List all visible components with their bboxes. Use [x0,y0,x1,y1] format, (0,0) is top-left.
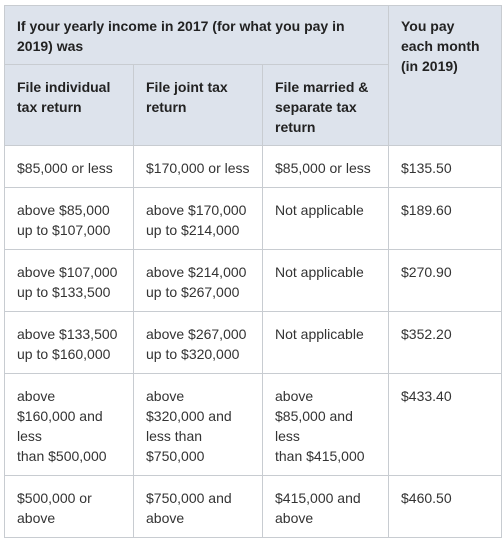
income-header [5,6,389,65]
table-row [5,374,502,476]
table-row [5,476,502,538]
cell-line: above $170,000 [146,202,247,218]
joint-cell [134,250,263,312]
individual-cell [5,476,134,538]
joint-cell [134,146,263,188]
separate-cell [263,146,389,188]
separate-return-header [263,65,389,146]
separate-cell [263,250,389,312]
cell-line: $500,000 or [17,490,92,506]
cell-line: $433.40 [401,388,452,404]
cell-line: above [275,388,314,404]
separate-cell [263,188,389,250]
header-line: File joint tax [146,79,228,95]
cell-line: Not applicable [275,264,364,280]
individual-return-header [5,65,134,146]
cell-line: above [146,388,185,404]
individual-cell [5,146,134,188]
payment-cell [389,188,502,250]
cell-line: less than [146,428,203,444]
cell-line: up to $214,000 [146,222,240,238]
cell-line: $160,000 and [17,408,103,424]
cell-line: $460.50 [401,490,452,506]
table-row [5,146,502,188]
cell-line: $750,000 and [146,490,232,506]
cell-line: up to $107,000 [17,222,111,238]
payment-cell [389,250,502,312]
table-row [5,250,502,312]
income-header-line: 2019) was [17,38,84,54]
cell-line: than $500,000 [17,448,107,464]
separate-cell [263,312,389,374]
payment-cell [389,476,502,538]
cell-line: above [17,510,56,526]
header-line: return [146,99,187,115]
payment-cell [389,312,502,374]
income-header-line: If your yearly income in 2017 (for what you pay in [17,18,345,34]
cell-line: $170,000 or less [146,160,250,176]
header-line: separate tax [275,99,357,115]
header-line: tax return [17,99,82,115]
cell-line: above $214,000 [146,264,247,280]
cell-line: up to $320,000 [146,346,240,362]
cell-line: up to $160,000 [17,346,111,362]
payment-cell [389,374,502,476]
cell-line: $320,000 and [146,408,232,424]
header-line: File individual [17,79,111,95]
cell-line: $189.60 [401,202,452,218]
cell-line: $135.50 [401,160,452,176]
cell-line: $85,000 or less [275,160,371,176]
payment-header [389,6,502,146]
cell-line: above $107,000 [17,264,118,280]
header-line: File married & [275,79,369,95]
joint-cell [134,312,263,374]
cell-line: above $267,000 [146,326,247,342]
separate-cell [263,374,389,476]
cell-line: above $85,000 [17,202,110,218]
table-row [5,312,502,374]
table-row [5,188,502,250]
cell-line: above [146,510,185,526]
individual-cell [5,250,134,312]
joint-cell [134,476,263,538]
cell-line: less [275,428,300,444]
joint-return-header [134,65,263,146]
payment-header-line: (in 2019) [401,58,458,74]
cell-line: above $133,500 [17,326,118,342]
cell-line: $352.20 [401,326,452,342]
cell-line: up to $267,000 [146,284,240,300]
individual-cell [5,312,134,374]
separate-cell [263,476,389,538]
cell-line: $415,000 and [275,490,361,506]
table-header-row [5,6,502,65]
cell-line: above [275,510,314,526]
medicare-premium-table [4,5,502,538]
cell-line: than $415,000 [275,448,365,464]
header-line: return [275,119,316,135]
cell-line: Not applicable [275,202,364,218]
cell-line: Not applicable [275,326,364,342]
cell-line: less [17,428,42,444]
individual-cell [5,374,134,476]
cell-line: $85,000 and [275,408,353,424]
payment-header-line: each month [401,38,480,54]
payment-cell [389,146,502,188]
individual-cell [5,188,134,250]
cell-line: $750,000 [146,448,205,464]
cell-line: up to $133,500 [17,284,111,300]
cell-line: $270.90 [401,264,452,280]
cell-line: $85,000 or less [17,160,113,176]
cell-line: above [17,388,56,404]
joint-cell [134,374,263,476]
payment-header-line: You pay [401,18,455,34]
joint-cell [134,188,263,250]
